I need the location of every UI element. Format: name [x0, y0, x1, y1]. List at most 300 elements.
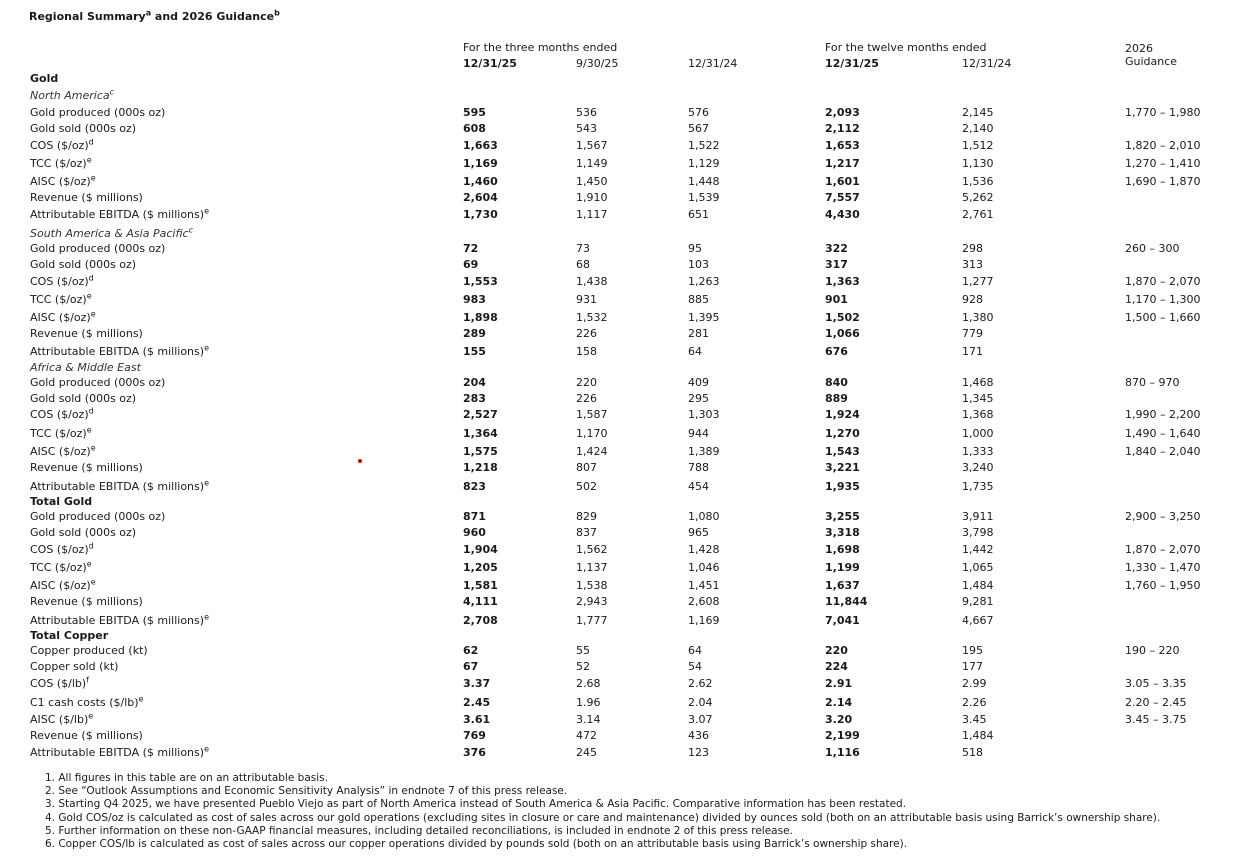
q4-2025-value: 983 — [463, 293, 486, 306]
q3-2025-value: 807 — [576, 461, 597, 474]
footnote-item: 4. Gold COS/oz is calculated as cost of sales across our gold operations (excluding sites in closure or care and maintenance) divided by ounces sold (both on an attributable basis using Barrick’s ownership share). — [45, 811, 1161, 824]
guidance-2026-value: 3.45 – 3.75 — [1125, 713, 1187, 726]
guidance-2026-value: 260 – 300 — [1125, 242, 1180, 255]
red-dot-marker — [358, 459, 362, 463]
table-row — [0, 561, 1252, 577]
q4-2024-value: 885 — [688, 293, 709, 306]
guidance-2026-value: 190 – 220 — [1125, 644, 1180, 657]
q4-2024-value: 965 — [688, 526, 709, 539]
footnote-superscript: e — [86, 425, 92, 435]
fy-2024-value: 1,345 — [962, 392, 994, 405]
row-label: Gold sold (000s oz) — [30, 526, 137, 539]
q4-2025-value: 1,898 — [463, 311, 498, 324]
q4-2024-value: 64 — [688, 644, 702, 657]
row-label: Revenue ($ millions) — [30, 729, 143, 742]
q3-2025-value: 55 — [576, 644, 590, 657]
row-label: TCC ($/oz)$^e$ — [30, 559, 92, 574]
row-label: Attributable EBITDA ($ millions)$^e$ — [30, 478, 209, 493]
guidance-2026-value: 1,690 – 1,870 — [1125, 175, 1201, 188]
fy-2025-value: 1,924 — [825, 408, 860, 421]
header-twelve-months: For the twelve months ended — [825, 41, 987, 54]
fy-2025-value: 1,698 — [825, 543, 860, 556]
q3-2025-value: 536 — [576, 106, 597, 119]
row-label: AISC ($/oz)$^e$ — [30, 443, 96, 458]
fy-2024-value: 313 — [962, 258, 983, 271]
row-label: Gold produced (000s oz) — [30, 376, 166, 389]
table-row — [0, 408, 1252, 424]
q3-2025-value: 472 — [576, 729, 597, 742]
fy-2024-value: 3,798 — [962, 526, 994, 539]
fy-2025-value: 1,653 — [825, 139, 860, 152]
fy-2025-value: 322 — [825, 242, 848, 255]
fy-2024-value: 5,262 — [962, 191, 994, 204]
fy-2024-value: 1,442 — [962, 543, 994, 556]
q4-2025-value: 155 — [463, 345, 486, 358]
q4-2024-value: 2.62 — [688, 677, 713, 690]
q4-2024-value: 1,395 — [688, 311, 720, 324]
q3-2025-value: 158 — [576, 345, 597, 358]
row-label: Gold sold (000s oz) — [30, 258, 137, 271]
q3-2025-value: 1,532 — [576, 311, 608, 324]
q4-2024-value: 54 — [688, 660, 702, 673]
row-label: TCC ($/oz)$^e$ — [30, 425, 92, 440]
region-header — [0, 227, 1252, 243]
q3-2025-value: 1,170 — [576, 427, 608, 440]
row-label: COS ($/oz)$^d$ — [30, 273, 94, 288]
guidance-2026-value: 1,760 – 1,950 — [1125, 579, 1201, 592]
row-label: Revenue ($ millions) — [30, 191, 143, 204]
fy-2025-value: 889 — [825, 392, 848, 405]
q4-2024-value: 2.04 — [688, 696, 713, 709]
row-label: AISC ($/lb)$^e$ — [30, 711, 94, 726]
table-row — [0, 660, 1252, 676]
q4-2024-value: 64 — [688, 345, 702, 358]
title-superscript-a: a — [145, 8, 152, 18]
fy-2025-value: 3,221 — [825, 461, 860, 474]
footnote-superscript: e — [88, 711, 94, 721]
table-row — [0, 327, 1252, 343]
q3-2025-value: 52 — [576, 660, 590, 673]
fy-2024-value: 1,512 — [962, 139, 994, 152]
table-row — [0, 427, 1252, 443]
fy-2025-value: 224 — [825, 660, 848, 673]
footnote-superscript: e — [86, 559, 92, 569]
table-row — [0, 595, 1252, 611]
table-row — [0, 293, 1252, 309]
row-label: North America$^c$ — [30, 87, 115, 102]
header-guidance-year: 2026 — [1125, 42, 1153, 55]
q4-2025-value: 289 — [463, 327, 486, 340]
fy-2025-value: 1,270 — [825, 427, 860, 440]
q4-2024-value: 2,608 — [688, 595, 720, 608]
fy-2024-value: 3,911 — [962, 510, 994, 523]
header-date-fy-2025: 12/31/25 — [825, 57, 879, 70]
row-label: C1 cash costs ($/lb)$^e$ — [30, 694, 144, 709]
footnote-superscript: e — [90, 173, 96, 183]
q4-2024-value: 1,389 — [688, 445, 720, 458]
row-label: Attributable EBITDA ($ millions)$^e$ — [30, 612, 209, 627]
section-header — [0, 72, 1252, 88]
table-row — [0, 696, 1252, 712]
footnote-item: 1. All figures in this table are on an attributable basis. — [45, 772, 328, 784]
fy-2024-value: 1,484 — [962, 729, 994, 742]
table-row — [0, 644, 1252, 660]
footnote-superscript: d — [88, 137, 94, 147]
row-label: Gold produced (000s oz) — [30, 242, 166, 255]
q4-2025-value: 608 — [463, 122, 486, 135]
fy-2025-value: 1,935 — [825, 480, 860, 493]
row-label: TCC ($/oz)$^e$ — [30, 291, 92, 306]
fy-2025-value: 2,199 — [825, 729, 860, 742]
fy-2024-value: 1,130 — [962, 157, 994, 170]
q4-2025-value: 3.37 — [463, 677, 491, 690]
fy-2025-value: 2.91 — [825, 677, 853, 690]
fy-2024-value: 3.45 — [962, 713, 987, 726]
q4-2025-value: 2,708 — [463, 614, 498, 627]
q4-2024-value: 1,539 — [688, 191, 720, 204]
row-label: Gold sold (000s oz) — [30, 122, 137, 135]
q3-2025-value: 502 — [576, 480, 597, 493]
q3-2025-value: 3.14 — [576, 713, 601, 726]
fy-2025-value: 220 — [825, 644, 848, 657]
fy-2024-value: 9,281 — [962, 595, 994, 608]
fy-2025-value: 1,116 — [825, 746, 860, 759]
q4-2024-value: 651 — [688, 208, 709, 221]
footnote-item: 2. See “Outlook Assumptions and Economic Sensitivity Analysis” in endnote 7 of this press release. — [45, 785, 568, 798]
q3-2025-value: 1,450 — [576, 175, 608, 188]
q3-2025-value: 1,538 — [576, 579, 608, 592]
q4-2024-value: 454 — [688, 480, 709, 493]
title-superscript-b: b — [274, 8, 280, 18]
row-label: Gold sold (000s oz) — [30, 392, 137, 405]
footnote-item: 3. Starting Q4 2025, we have presented Pueblo Viejo as part of North America instead of South America & Asia Pacific. Comparative information has been restated. — [45, 798, 907, 811]
page-title: Regional Summary$^a$ and 2026 Guidance$^b$ — [29, 8, 280, 23]
q4-2025-value: 1,460 — [463, 175, 498, 188]
q3-2025-value: 837 — [576, 526, 597, 539]
fy-2025-value: 1,199 — [825, 561, 860, 574]
table-row — [0, 275, 1252, 291]
footnote-superscript: c — [109, 87, 115, 97]
header-guidance-label: Guidance — [1125, 55, 1178, 68]
fy-2025-value: 317 — [825, 258, 848, 271]
table-row — [0, 526, 1252, 542]
q3-2025-value: 1,438 — [576, 275, 608, 288]
fy-2024-value: 1,536 — [962, 175, 994, 188]
row-label: Revenue ($ millions) — [30, 595, 143, 608]
header-three-months: For the three months ended — [463, 41, 618, 54]
fy-2025-value: 7,557 — [825, 191, 860, 204]
q3-2025-value: 245 — [576, 746, 597, 759]
q4-2025-value: 2,527 — [463, 408, 498, 421]
table-row — [0, 579, 1252, 595]
fy-2024-value: 2,761 — [962, 208, 994, 221]
section-header — [0, 629, 1252, 645]
fy-2025-value: 2.14 — [825, 696, 853, 709]
q4-2025-value: 1,218 — [463, 461, 498, 474]
table-row — [0, 106, 1252, 122]
q4-2024-value: 1,046 — [688, 561, 720, 574]
q3-2025-value: 1.96 — [576, 696, 601, 709]
section-header — [0, 495, 1252, 511]
fy-2025-value: 1,601 — [825, 175, 860, 188]
q4-2024-value: 944 — [688, 427, 709, 440]
fy-2024-value: 779 — [962, 327, 983, 340]
table-row — [0, 445, 1252, 461]
fy-2024-value: 1,277 — [962, 275, 994, 288]
footnotes — [45, 772, 1160, 851]
fy-2025-value: 1,217 — [825, 157, 860, 170]
q4-2024-value: 1,129 — [688, 157, 720, 170]
footnote-superscript: e — [204, 744, 209, 754]
footnote-superscript: e — [204, 343, 209, 353]
q4-2025-value: 376 — [463, 746, 486, 759]
q3-2025-value: 1,587 — [576, 408, 608, 421]
table-row — [0, 139, 1252, 155]
guidance-2026-value: 1,820 – 2,010 — [1125, 139, 1201, 152]
q4-2025-value: 1,169 — [463, 157, 498, 170]
region-header — [0, 89, 1252, 105]
fy-2025-value: 3.20 — [825, 713, 853, 726]
q4-2025-value: 72 — [463, 242, 479, 255]
q3-2025-value: 1,562 — [576, 543, 608, 556]
q4-2025-value: 62 — [463, 644, 479, 657]
table-row — [0, 510, 1252, 526]
fy-2024-value: 518 — [962, 746, 983, 759]
fy-2025-value: 1,502 — [825, 311, 860, 324]
table-row — [0, 242, 1252, 258]
table-row — [0, 543, 1252, 559]
row-label: COS ($/oz)$^d$ — [30, 137, 94, 152]
fy-2024-value: 1,065 — [962, 561, 994, 574]
footnote-superscript: f — [86, 675, 89, 685]
fy-2025-value: 11,844 — [825, 595, 868, 608]
table-row — [0, 258, 1252, 274]
row-label: Total Copper — [30, 629, 109, 642]
table-row — [0, 208, 1252, 224]
q4-2025-value: 1,581 — [463, 579, 498, 592]
fy-2025-value: 2,093 — [825, 106, 860, 119]
q4-2024-value: 281 — [688, 327, 709, 340]
guidance-2026-value: 2,900 – 3,250 — [1125, 510, 1201, 523]
q4-2024-value: 1,263 — [688, 275, 720, 288]
table-row — [0, 345, 1252, 361]
fy-2024-value: 2,140 — [962, 122, 994, 135]
row-label: AISC ($/oz)$^e$ — [30, 309, 96, 324]
q3-2025-value: 73 — [576, 242, 590, 255]
q4-2024-value: 567 — [688, 122, 709, 135]
q3-2025-value: 931 — [576, 293, 597, 306]
q4-2024-value: 3.07 — [688, 713, 713, 726]
header-date-q4-2024: 12/31/24 — [688, 57, 738, 70]
fy-2025-value: 1,363 — [825, 275, 860, 288]
fy-2024-value: 1,368 — [962, 408, 994, 421]
guidance-2026-value: 1,500 – 1,660 — [1125, 311, 1201, 324]
row-label: COS ($/oz)$^d$ — [30, 406, 94, 421]
table-row — [0, 713, 1252, 729]
fy-2024-value: 2.26 — [962, 696, 987, 709]
fy-2025-value: 4,430 — [825, 208, 860, 221]
row-label: Revenue ($ millions) — [30, 461, 143, 474]
row-label: Attributable EBITDA ($ millions)$^e$ — [30, 206, 209, 221]
table-row — [0, 311, 1252, 327]
fy-2025-value: 840 — [825, 376, 848, 389]
q4-2025-value: 823 — [463, 480, 486, 493]
fy-2024-value: 171 — [962, 345, 983, 358]
row-label: Africa & Middle East — [30, 361, 141, 374]
q4-2024-value: 1,428 — [688, 543, 720, 556]
guidance-2026-value: 1,770 – 1,980 — [1125, 106, 1201, 119]
fy-2024-value: 1,484 — [962, 579, 994, 592]
q4-2025-value: 4,111 — [463, 595, 498, 608]
fy-2024-value: 1,380 — [962, 311, 994, 324]
fy-2024-value: 298 — [962, 242, 983, 255]
q4-2024-value: 409 — [688, 376, 709, 389]
fy-2025-value: 3,318 — [825, 526, 860, 539]
footnote-item: 6. Copper COS/lb is calculated as cost of sales across our copper operations divided by pounds sold (both on an attributable basis using Barrick’s ownership share). — [45, 838, 908, 851]
row-label: AISC ($/oz)$^e$ — [30, 173, 96, 188]
guidance-2026-value: 1,330 – 1,470 — [1125, 561, 1201, 574]
q4-2024-value: 576 — [688, 106, 709, 119]
row-label: Gold — [30, 72, 59, 85]
q4-2025-value: 3.61 — [463, 713, 491, 726]
fy-2025-value: 1,637 — [825, 579, 860, 592]
footnote-superscript: e — [90, 309, 96, 319]
table-row — [0, 191, 1252, 207]
guidance-2026-value: 1,990 – 2,200 — [1125, 408, 1201, 421]
footnote-superscript: e — [86, 291, 92, 301]
fy-2024-value: 3,240 — [962, 461, 994, 474]
q4-2025-value: 871 — [463, 510, 486, 523]
q4-2025-value: 1,364 — [463, 427, 498, 440]
fy-2025-value: 2,112 — [825, 122, 860, 135]
q4-2025-value: 1,553 — [463, 275, 498, 288]
q4-2024-value: 95 — [688, 242, 702, 255]
table-row — [0, 175, 1252, 191]
fy-2024-value: 928 — [962, 293, 983, 306]
fy-2024-value: 1,735 — [962, 480, 994, 493]
footnote-superscript: e — [204, 612, 209, 622]
q4-2024-value: 1,451 — [688, 579, 720, 592]
row-label: COS ($/lb)$^f$ — [30, 675, 89, 690]
q3-2025-value: 2.68 — [576, 677, 601, 690]
table-row — [0, 122, 1252, 138]
q3-2025-value: 226 — [576, 327, 597, 340]
row-label: South America & Asia Pacific$^c$ — [30, 225, 193, 240]
q3-2025-value: 1,567 — [576, 139, 608, 152]
q4-2025-value: 283 — [463, 392, 486, 405]
q4-2025-value: 2.45 — [463, 696, 491, 709]
guidance-2026-value: 1,840 – 2,040 — [1125, 445, 1201, 458]
q3-2025-value: 226 — [576, 392, 597, 405]
q3-2025-value: 1,910 — [576, 191, 608, 204]
guidance-2026-value: 1,270 – 1,410 — [1125, 157, 1201, 170]
row-label: COS ($/oz)$^d$ — [30, 541, 94, 556]
row-label: Gold produced (000s oz) — [30, 510, 166, 523]
fy-2024-value: 177 — [962, 660, 983, 673]
row-label: Attributable EBITDA ($ millions)$^e$ — [30, 744, 209, 759]
guidance-2026-value: 1,170 – 1,300 — [1125, 293, 1201, 306]
q4-2024-value: 103 — [688, 258, 709, 271]
q3-2025-value: 2,943 — [576, 595, 608, 608]
guidance-2026-value: 1,870 – 2,070 — [1125, 543, 1201, 556]
guidance-2026-value: 870 – 970 — [1125, 376, 1180, 389]
fy-2025-value: 1,543 — [825, 445, 860, 458]
footnote-superscript: d — [88, 273, 94, 283]
fy-2025-value: 1,066 — [825, 327, 860, 340]
footnote-item: 5. Further information on these non-GAAP financial measures, including detailed reconciliations, is included in endnote 2 of this press release. — [45, 824, 793, 837]
q4-2024-value: 1,303 — [688, 408, 720, 421]
fy-2025-value: 676 — [825, 345, 848, 358]
fy-2025-value: 901 — [825, 293, 848, 306]
q4-2025-value: 69 — [463, 258, 479, 271]
q4-2025-value: 1,904 — [463, 543, 498, 556]
fy-2024-value: 4,667 — [962, 614, 994, 627]
fy-2024-value: 1,468 — [962, 376, 994, 389]
q4-2025-value: 960 — [463, 526, 486, 539]
q4-2024-value: 1,448 — [688, 175, 720, 188]
fy-2024-value: 2.99 — [962, 677, 987, 690]
row-label: Copper produced (kt) — [30, 644, 148, 657]
fy-2025-value: 3,255 — [825, 510, 860, 523]
row-label: Attributable EBITDA ($ millions)$^e$ — [30, 343, 209, 358]
header-date-q3-2025: 9/30/25 — [576, 57, 619, 70]
row-label: AISC ($/oz)$^e$ — [30, 577, 96, 592]
q4-2025-value: 769 — [463, 729, 486, 742]
fy-2024-value: 195 — [962, 644, 983, 657]
guidance-2026-value: 3.05 – 3.35 — [1125, 677, 1187, 690]
row-label: Revenue ($ millions) — [30, 327, 143, 340]
table-row — [0, 376, 1252, 392]
row-label: TCC ($/oz)$^e$ — [30, 155, 92, 170]
header-date-q4-2025: 12/31/25 — [463, 57, 517, 70]
q3-2025-value: 1,424 — [576, 445, 608, 458]
table-row — [0, 480, 1252, 496]
footnote-superscript: d — [88, 406, 94, 416]
guidance-2026-value: 1,870 – 2,070 — [1125, 275, 1201, 288]
table-row — [0, 157, 1252, 173]
q3-2025-value: 829 — [576, 510, 597, 523]
row-label: Copper sold (kt) — [30, 660, 119, 673]
table-row — [0, 729, 1252, 745]
table-row — [0, 461, 1252, 477]
q4-2025-value: 67 — [463, 660, 479, 673]
table-row — [0, 677, 1252, 693]
q3-2025-value: 1,137 — [576, 561, 608, 574]
q3-2025-value: 1,777 — [576, 614, 608, 627]
q4-2025-value: 2,604 — [463, 191, 498, 204]
q4-2024-value: 1,522 — [688, 139, 720, 152]
guidance-2026-value: 1,490 – 1,640 — [1125, 427, 1201, 440]
region-header — [0, 361, 1252, 377]
q4-2025-value: 1,205 — [463, 561, 498, 574]
q3-2025-value: 68 — [576, 258, 590, 271]
footnote-superscript: e — [204, 478, 209, 488]
q4-2024-value: 436 — [688, 729, 709, 742]
q4-2024-value: 295 — [688, 392, 709, 405]
fy-2024-value: 1,000 — [962, 427, 994, 440]
q4-2025-value: 1,575 — [463, 445, 498, 458]
footnote-superscript: e — [138, 694, 144, 704]
footnote-superscript: e — [90, 577, 96, 587]
fy-2024-value: 1,333 — [962, 445, 994, 458]
q3-2025-value: 1,117 — [576, 208, 608, 221]
q4-2025-value: 595 — [463, 106, 486, 119]
q4-2024-value: 1,080 — [688, 510, 720, 523]
fy-2024-value: 2,145 — [962, 106, 994, 119]
q4-2025-value: 1,663 — [463, 139, 498, 152]
guidance-2026-value: 2.20 – 2.45 — [1125, 696, 1187, 709]
q4-2024-value: 788 — [688, 461, 709, 474]
